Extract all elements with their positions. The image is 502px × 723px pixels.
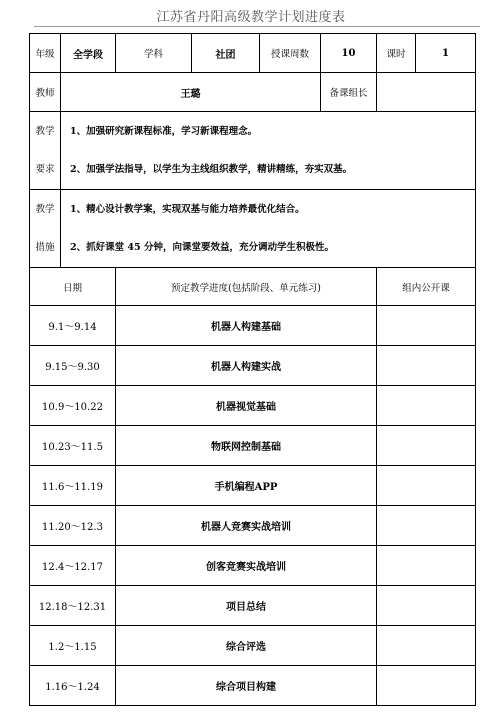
hours-label: 课时: [377, 34, 416, 73]
table-row: [30, 306, 476, 346]
measures-label-bottom: 措施: [35, 241, 55, 253]
weeks-value: 10: [321, 34, 377, 73]
row-topic: 综合项目构建: [116, 666, 377, 706]
measures-content: [61, 190, 476, 268]
row-topic: 物联网控制基础: [116, 426, 377, 466]
info-row-1: [30, 34, 476, 73]
requirements-content: [61, 112, 476, 190]
row-topic: 综合评选: [116, 626, 377, 666]
row-open-class: [377, 586, 476, 626]
row-date: 11.20～12.3: [30, 506, 116, 546]
leader-label: 备课组长: [321, 73, 377, 112]
measures-item-1: 1、精心设计教学案，实现双基与能力培养最优化结合。: [70, 203, 305, 215]
requirements-label-bottom: 要求: [35, 163, 55, 175]
date-header: 日期: [30, 268, 116, 306]
row-date: 9.1～9.14: [30, 306, 116, 346]
table-row: [30, 626, 476, 666]
hours-value: 1: [416, 34, 476, 73]
requirements-label: [30, 112, 61, 190]
measures-label-top: 教学: [35, 203, 55, 215]
teacher-label: 教师: [30, 73, 61, 112]
row-open-class: [377, 346, 476, 386]
grade-value: 全学段: [61, 34, 116, 73]
open-class-header: 组内公开课: [377, 268, 476, 306]
row-open-class: [377, 506, 476, 546]
row-date: 9.15～9.30: [30, 346, 116, 386]
measures-row: [30, 190, 476, 268]
table-row: [30, 506, 476, 546]
table-row: [30, 386, 476, 426]
row-topic: 机器人构建基础: [116, 306, 377, 346]
table-row: [30, 426, 476, 466]
table-row: [30, 666, 476, 706]
table-row: [30, 586, 476, 626]
page-title: 江苏省丹阳高级教学计划进度表: [156, 10, 346, 25]
title-divider: [34, 26, 480, 27]
subject-value: 社团: [192, 34, 260, 73]
measures-label: [30, 190, 61, 268]
row-open-class: [377, 666, 476, 706]
teacher-value: 王璐: [61, 73, 321, 112]
row-date: 11.6～11.19: [30, 466, 116, 506]
requirements-item-2: 2、加强学法指导，以学生为主线组织教学，精讲精练，夯实双基。: [70, 163, 353, 175]
row-date: 1.16～1.24: [30, 666, 116, 706]
row-open-class: [377, 306, 476, 346]
row-date: 12.4～12.17: [30, 546, 116, 586]
row-date: 10.23～11.5: [30, 426, 116, 466]
table-row: [30, 466, 476, 506]
grade-label: 年级: [30, 34, 61, 73]
row-open-class: [377, 546, 476, 586]
row-topic: 手机编程APP: [116, 466, 377, 506]
plan-header: 预定教学进度(包括阶段、单元练习): [116, 268, 377, 306]
subject-label: 学科: [116, 34, 192, 73]
row-topic: 项目总结: [116, 586, 377, 626]
info-row-2: [30, 73, 476, 112]
row-topic: 创客竞赛实战培训: [116, 546, 377, 586]
table-row: [30, 346, 476, 386]
table-row: [30, 546, 476, 586]
row-open-class: [377, 626, 476, 666]
plan-table: [29, 33, 476, 706]
requirements-label-top: 教学: [35, 125, 55, 137]
requirements-row: [30, 112, 476, 190]
weeks-label: 授课周数: [260, 34, 321, 73]
row-topic: 机器视觉基础: [116, 386, 377, 426]
row-topic: 机器人构建实战: [116, 346, 377, 386]
leader-value: [377, 73, 476, 112]
requirements-item-1: 1、加强研究新课程标准，学习新课程理念。: [70, 125, 258, 137]
row-open-class: [377, 426, 476, 466]
measures-item-2: 2、抓好课堂 45 分钟，向课堂要效益，充分调动学生积极性。: [70, 241, 334, 253]
row-open-class: [377, 466, 476, 506]
row-date: 1.2～1.15: [30, 626, 116, 666]
row-date: 12.18～12.31: [30, 586, 116, 626]
row-date: 10.9～10.22: [30, 386, 116, 426]
row-open-class: [377, 386, 476, 426]
row-topic: 机器人竞赛实战培训: [116, 506, 377, 546]
schedule-header-row: [30, 268, 476, 306]
